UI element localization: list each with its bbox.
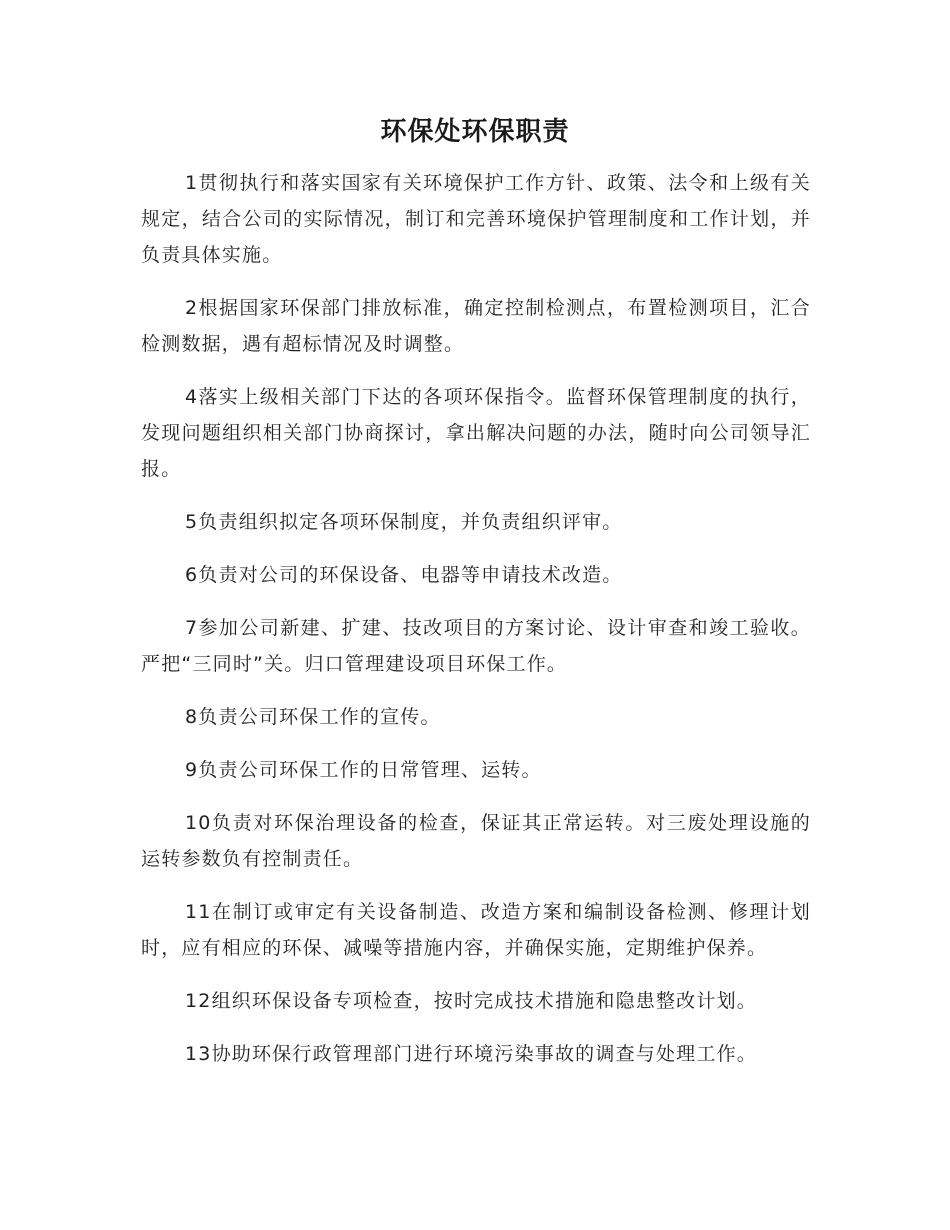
- paragraph-7: 7参加公司新建、扩建、技改项目的方案讨论、设计审查和竣工验收。严把“三同时”关。归口管理建设项目环保工作。: [141, 617, 811, 675]
- paragraph-5: 5负责组织拟定各项环保制度，并负责组织评审。: [185, 511, 623, 533]
- paragraph-6: 6负责对公司的环保设备、电器等申请技术改造。: [185, 564, 623, 586]
- paragraph-1: 1贯彻执行和落实国家有关环境保护工作方针、政策、法令和上级有关规定，结合公司的实际情况，制订和完善环境保护管理制度和工作计划，并负责具体实施。: [141, 172, 811, 266]
- document-title: 环保处环保职责: [380, 117, 570, 147]
- paragraph-2: 2根据国家环保部门排放标准，确定控制检测点，布置检测项目，汇合检测数据，遇有超标情况及时调整。: [141, 297, 811, 355]
- paragraph-10: 10负责对环保治理设备的检查，保证其正常运转。对三废处理设施的运转参数负有控制责任。: [141, 812, 811, 870]
- paragraph-11: 11在制订或审定有关设备制造、改造方案和编制设备检测、修理计划时，应有相应的环保、减噪等措施内容，并确保实施，定期维护保养。: [141, 901, 811, 959]
- paragraph-12: 12组织环保设备专项检查，按时完成技术措施和隐患整改计划。: [185, 990, 757, 1012]
- paragraph-9: 9负责公司环保工作的日常管理、运转。: [185, 759, 542, 781]
- paragraph-13: 13协助环保行政管理部门进行环境污染事故的调查与处理工作。: [185, 1043, 757, 1065]
- paragraph-4: 4落实上级相关部门下达的各项环保指令。监督环保管理制度的执行，发现问题组织相关部门协商探讨，拿出解决问题的办法，随时向公司领导汇报。: [141, 386, 811, 480]
- paragraph-8: 8负责公司环保工作的宣传。: [185, 706, 441, 728]
- document-body: [141, 165, 811, 1089]
